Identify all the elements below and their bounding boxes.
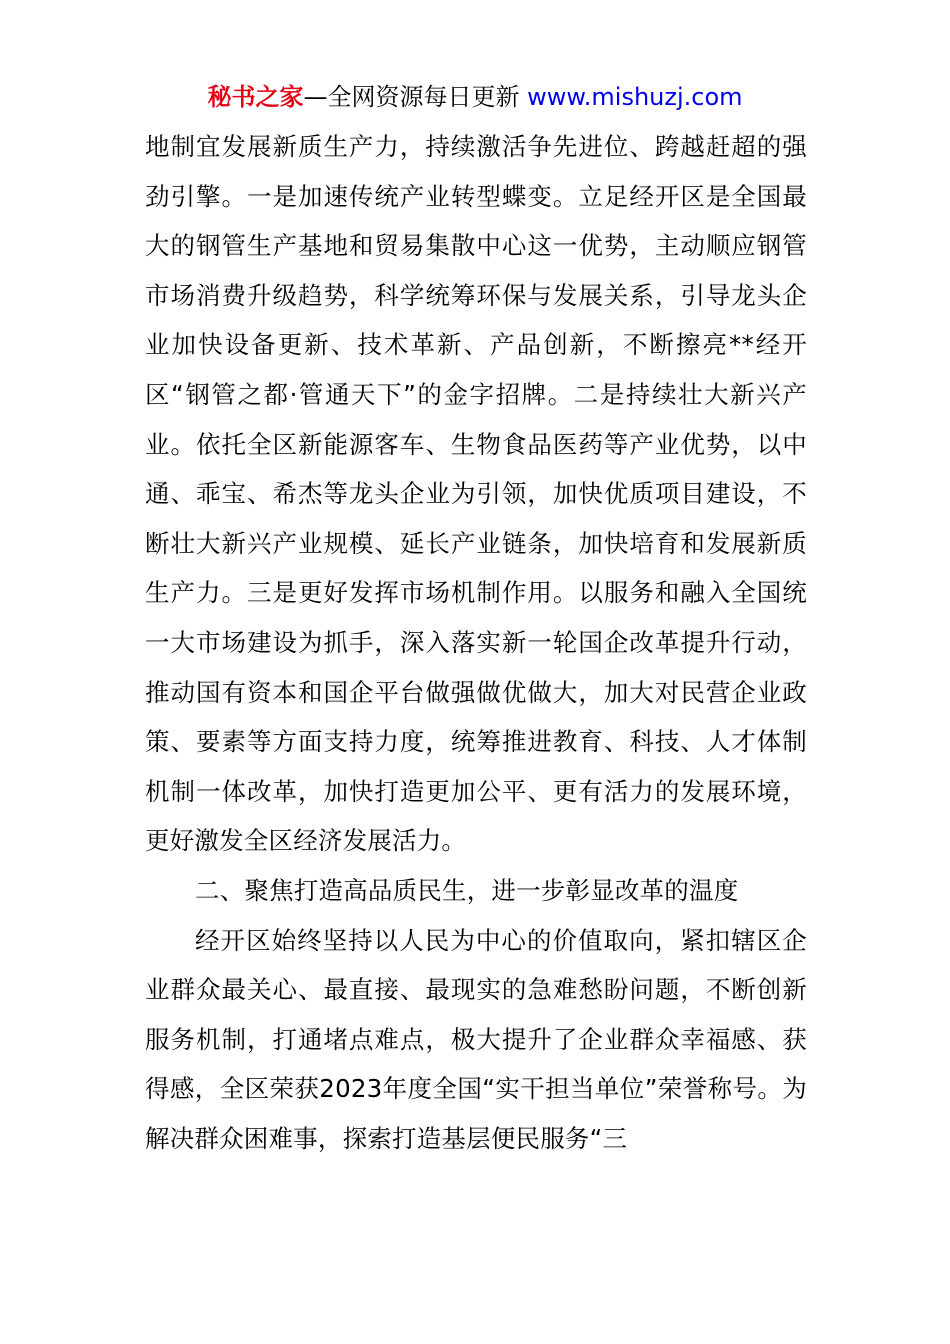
paragraph-continued: 地制宜发展新质生产力，持续激活争先进位、跨越赶超的强劲引擎。一是加速传统产业转型蝶变。立足经开区是全国最大的钢管生产基地和贸易集散中心这一优势，主动顺应钢管市场消费升级趋势，科学统筹环保与发展关系，引导龙头企业加快设备更新、技术革新、产品创新，不断擦亮**经开区“钢管之都·管通天下”的金字招牌。二是持续壮大新兴产业。依托全区新能源客车、生物食品医药等产业优势，以中通、乖宝、希杰等龙头企业为引领，加快优质项目建设，不断壮大新兴产业规模、延长产业链条，加快培育和发展新质生产力。三是更好发挥市场机制作用。以服务和融入全国统一大市场建设为抓手，深入落实新一轮国企改革提升行动，推动国有资本和国企平台做强做优做大，加大对民营企业政策、要素等方面支持力度，统筹推进教育、科技、人才体制机制一体改革，加快打造更加公平、更有活力的发展环境，更好激发全区经济发展活力。 xyxy=(145,132,807,856)
site-banner xyxy=(0,80,950,114)
paragraph: 经开区始终坚持以人民为中心的价值取向，紧扣辖区企业群众最关心、最直接、最现实的急难愁盼问题，不断创新服务机制，打通堵点难点，极大提升了企业群众幸福感、获得感，全区荣获2023年度全国“实干担当单位”荣誉称号。为解决群众困难事，探索打造基层便民服务“三 xyxy=(145,925,807,1153)
section-heading: 二、聚焦打造高品质民生，进一步彰显改革的温度 xyxy=(195,875,739,905)
site-tagline: —全网资源每日更新 xyxy=(303,83,520,111)
site-url-link[interactable]: www.mishuzj.com xyxy=(527,83,743,111)
document-body xyxy=(145,122,807,1163)
site-brand: 秘书之家 xyxy=(207,83,304,111)
